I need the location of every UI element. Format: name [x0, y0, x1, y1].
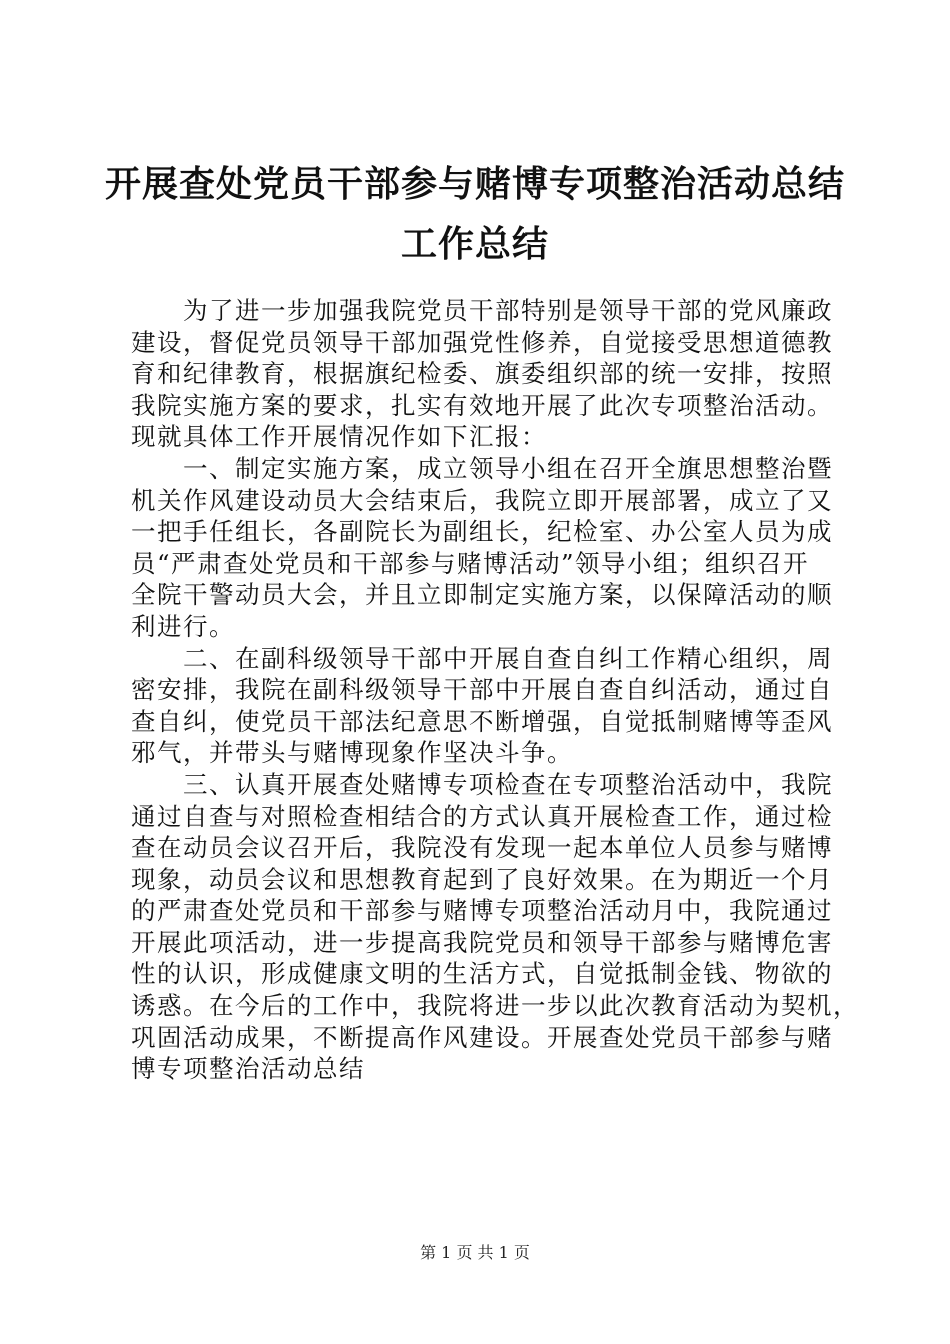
paragraph-line: 利进行。 — [131, 611, 235, 641]
paragraph-line: 开展此项活动，进一步提高我院党员和领导干部参与赌博危害 — [131, 927, 833, 957]
paragraph-line: 密安排，我院在副科级领导干部中开展自查自纠活动，通过自 — [131, 675, 833, 705]
document-title-line-2: 工作总结 — [400, 223, 549, 265]
paragraph-line: 诱惑。在今后的工作中，我院将进一步以此次教育活动为契机， — [131, 991, 859, 1021]
document-body — [131, 295, 859, 1085]
paragraph-line: 现象，动员会议和思想教育起到了良好效果。在为期近一个月 — [131, 864, 833, 894]
paragraph-line: 查在动员会议召开后，我院没有发现一起本单位人员参与赌博 — [131, 833, 833, 863]
paragraph-line: 员“严肃查处党员和干部参与赌博活动”领导小组；组织召开 — [131, 548, 810, 578]
paragraph-start-line: 一、制定实施方案，成立领导小组在召开全旗思想整治暨 — [183, 453, 833, 483]
paragraph-line: 的严肃查处党员和干部参与赌博专项整治活动月中，我院通过 — [131, 896, 833, 926]
paragraph-line: 一把手任组长，各副院长为副组长，纪检室、办公室人员为成 — [131, 517, 833, 547]
paragraph-line: 全院干警动员大会，并且立即制定实施方案，以保障活动的顺 — [131, 580, 833, 610]
paragraph-line: 博专项整治活动总结 — [131, 1054, 365, 1084]
paragraph-line: 我院实施方案的要求，扎实有效地开展了此次专项整治活动。 — [131, 390, 833, 420]
paragraph-line: 建设，督促党员领导干部加强党性修养，自觉接受思想道德教 — [131, 327, 833, 357]
paragraph-line: 查自纠，使党员干部法纪意思不断增强，自觉抵制赌博等歪风 — [131, 706, 833, 736]
page-footer: 第 1 页 共 1 页 — [420, 1243, 530, 1262]
paragraph-line: 机关作风建设动员大会结束后，我院立即开展部署，成立了又 — [131, 485, 833, 515]
paragraph-start-line: 三、认真开展查处赌博专项检查在专项整治活动中，我院 — [183, 769, 833, 799]
paragraph-line: 现就具体工作开展情况作如下汇报： — [131, 422, 547, 452]
document-title: 开展查处党员干部参与赌博专项整治活动总结 — [104, 163, 845, 205]
paragraph-start-line: 二、在副科级领导干部中开展自查自纠工作精心组织，周 — [183, 643, 833, 673]
paragraph-line: 育和纪律教育，根据旗纪检委、旗委组织部的统一安排，按照 — [131, 359, 833, 389]
paragraph-line: 邪气，并带头与赌博现象作坚决斗争。 — [131, 738, 573, 768]
paragraph-line: 性的认识，形成健康文明的生活方式，自觉抵制金钱、物欲的 — [131, 959, 833, 989]
paragraph-line: 通过自查与对照检查相结合的方式认真开展检查工作，通过检 — [131, 801, 833, 831]
paragraph-line: 巩固活动成果，不断提高作风建设。开展查处党员干部参与赌 — [131, 1022, 833, 1052]
paragraph-start-line: 为了进一步加强我院党员干部特别是领导干部的党风廉政 — [183, 296, 833, 325]
